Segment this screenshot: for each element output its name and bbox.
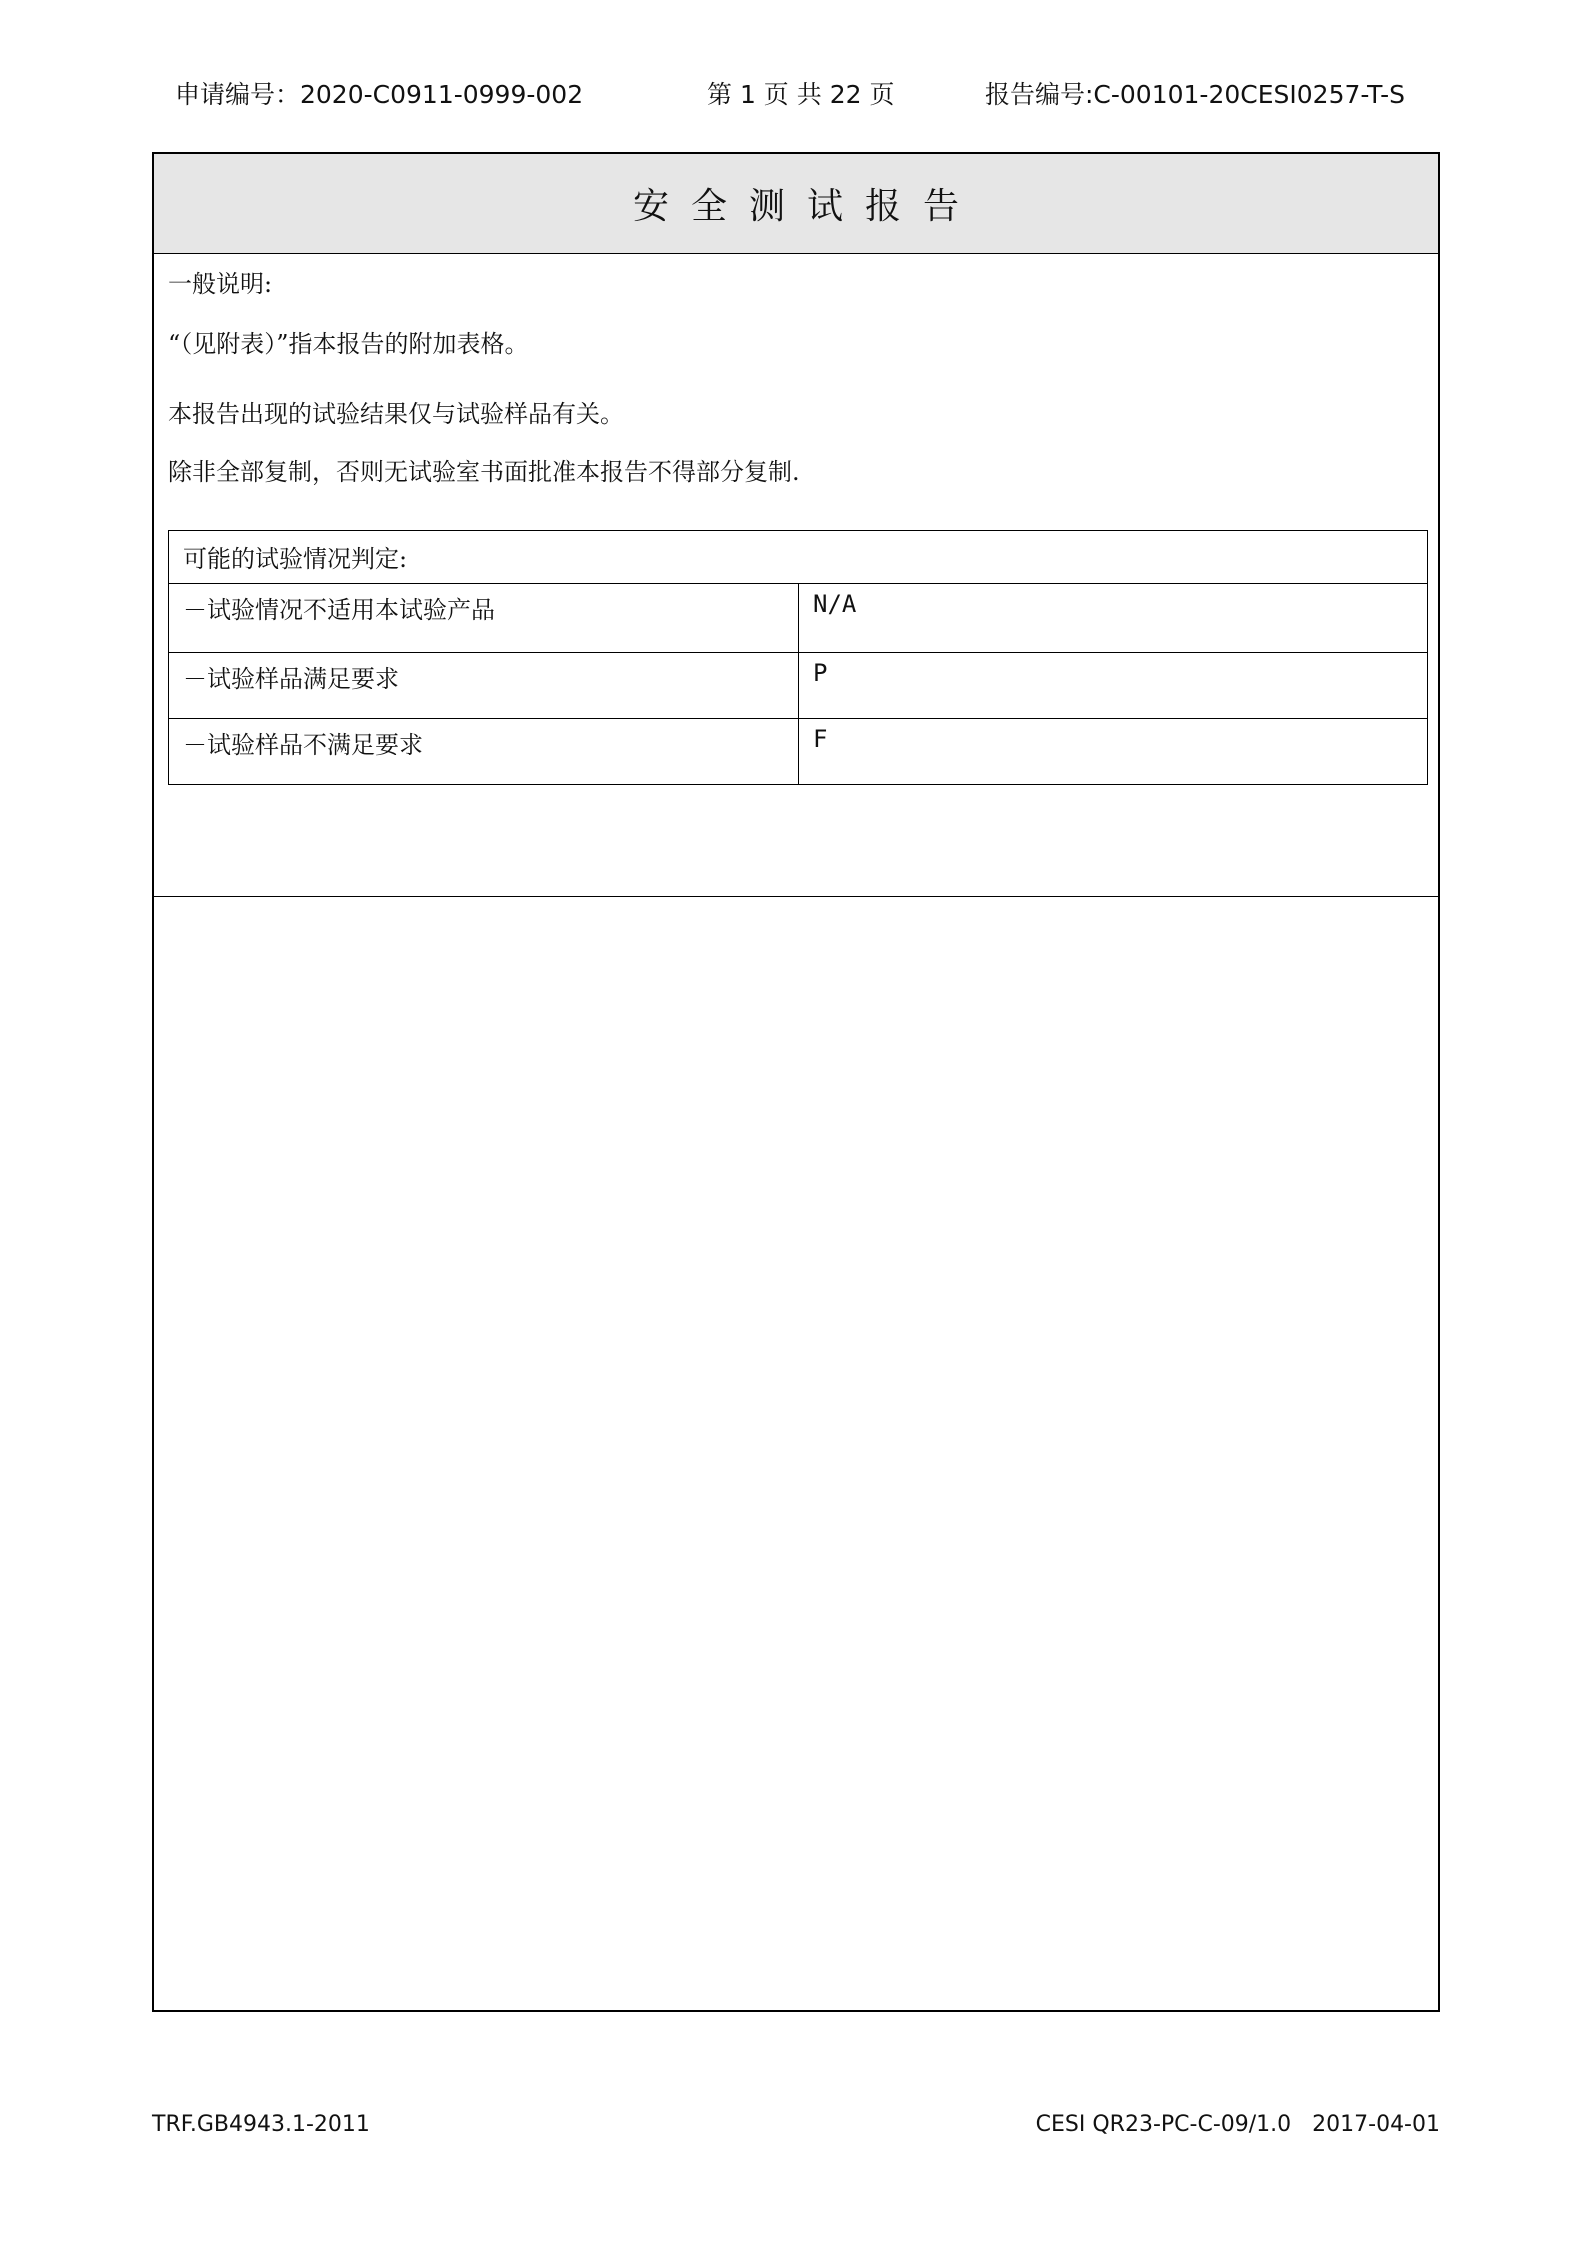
general-note-item: 除非全部复制，否则无试验室书面批准本报告不得部分复制. <box>168 458 800 486</box>
report-frame <box>152 152 1440 2012</box>
table-row <box>169 653 1428 719</box>
table-row <box>169 584 1428 653</box>
verdict-table <box>168 530 1428 785</box>
footer-form-id: TRF.GB4943.1-2011 <box>152 2112 370 2137</box>
general-notes-heading: 一般说明: <box>168 270 273 298</box>
page-header <box>0 75 1587 115</box>
verdict-code: P <box>799 653 1428 719</box>
verdict-table-caption-row <box>169 531 1428 584</box>
table-row <box>169 719 1428 785</box>
report-title: 安全测试报告 <box>632 186 981 227</box>
verdict-table-caption: 可能的试验情况判定: <box>169 531 1428 584</box>
general-note-item: 本报告出现的试验结果仅与试验样品有关。 <box>168 400 624 428</box>
application-number: 申请编号：2020-C0911-0999-002 <box>175 80 584 109</box>
verdict-code: N/A <box>799 584 1428 653</box>
section-divider <box>154 896 1438 897</box>
title-bar <box>154 154 1438 254</box>
verdict-label: －试验样品满足要求 <box>169 653 799 719</box>
report-number: 报告编号:C-00101-20CESI0257-T-S <box>985 80 1405 109</box>
verdict-code: F <box>799 719 1428 785</box>
general-note-item: “（见附表）”指本报告的附加表格。 <box>168 330 529 358</box>
page-indicator: 第 1 页 共 22 页 <box>707 80 895 109</box>
footer-revision: CESI QR23-PC-C-09/1.0 2017-04-01 <box>1035 2112 1440 2137</box>
verdict-label: －试验样品不满足要求 <box>169 719 799 785</box>
verdict-label: －试验情况不适用本试验产品 <box>169 584 799 653</box>
